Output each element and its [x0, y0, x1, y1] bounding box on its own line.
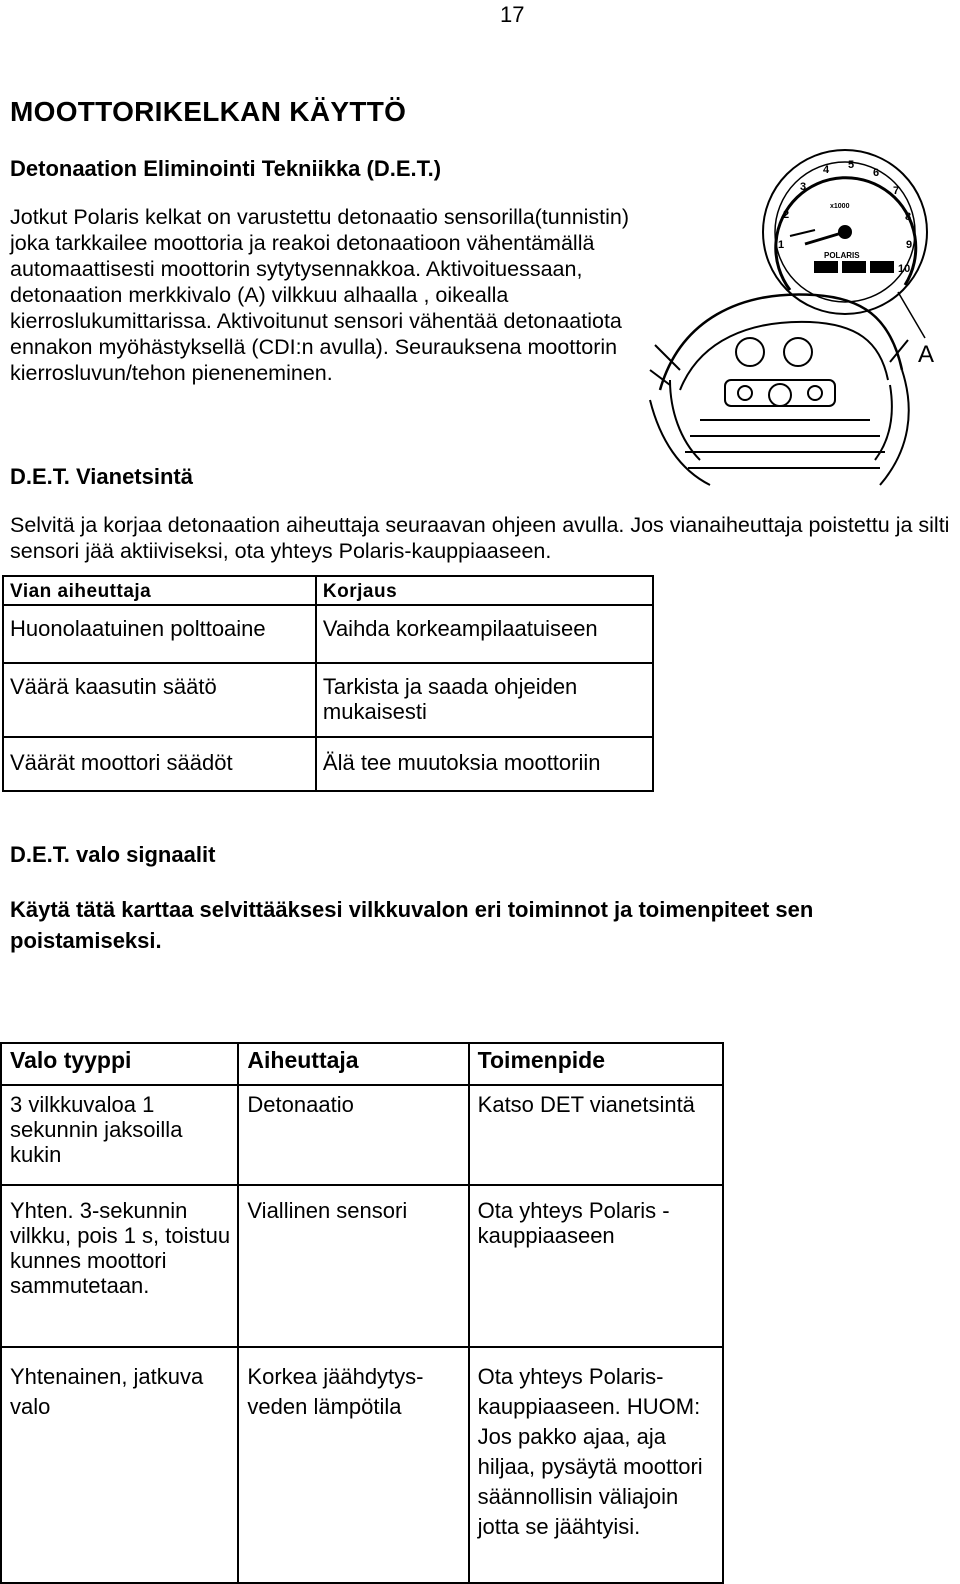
svg-text:8: 8: [905, 211, 912, 223]
table-cell: Viallinen sensori: [238, 1185, 468, 1347]
table-cell: Detonaatio: [238, 1085, 468, 1185]
table-cell: Vaihda korkeampilaatuiseen: [316, 605, 653, 663]
det-signals-heading: D.E.T. valo signaalit: [10, 842, 216, 867]
table-row: [1, 1185, 723, 1347]
table-header-row: [3, 576, 653, 605]
svg-text:7: 7: [893, 185, 900, 197]
table-cell: Ota yhteys Polaris-kauppiaaseen. HUOM: Jos pakko ajaa, aja hiljaa, pysäytä moottori säännollisin väliajoin jotta se jäähtyisi.: [469, 1347, 723, 1583]
table-row: [3, 663, 653, 737]
table-cell: Huonolaatuinen polttoaine: [3, 605, 316, 663]
table-row: [3, 737, 653, 791]
svg-text:9: 9: [906, 239, 913, 251]
table-header-cell: Valo tyyppi: [1, 1043, 238, 1085]
table-cell: Tarkista ja saada ohjeiden mukaisesti: [316, 663, 653, 737]
table-cell: Yhtenainen, jatkuva valo: [1, 1347, 238, 1583]
table-cell: Korkea jäähdytys-veden lämpötila: [238, 1347, 468, 1583]
svg-text:2: 2: [783, 209, 790, 221]
svg-text:POLARIS: POLARIS: [824, 251, 860, 260]
svg-text:6: 6: [873, 167, 880, 179]
table-cell: Katso DET vianetsintä: [469, 1085, 723, 1185]
svg-text:x1000: x1000: [830, 203, 850, 210]
troubleshooting-table: [2, 575, 654, 792]
table-cell: Väärät moottori säädöt: [3, 737, 316, 791]
figure-label-a: A: [918, 341, 935, 368]
page-number: 17: [500, 2, 525, 27]
vianetsinta-paragraph: Selvitä ja korjaa detonaation aiheuttaja seuraavan ohjeen avulla. Jos vianaiheuttaja poistettu ja silti sensori jää aktiiviseksi, ota yhteys Polaris-kauppiaaseen.: [10, 513, 950, 563]
page-title: MOOTTORIKELKAN KÄYTTÖ: [10, 96, 407, 127]
intro-paragraph: Jotkut Polaris kelkat on varustettu detonaatio sensorilla(tunnistin) joka tarkkailee moottoria ja reakoi detonaatioon vähentämällä automaattisesti moottorin sytytysennakkoa. Aktivoituessaan, detonaation merkkivalo (A) vilkkuu alhaalla , oikealla kierroslukumittarissa. Aktivoitunut sensori vähentää detonaatiota ennakon myöhästyksellä (CDI:n avulla). Seurauksena moottorin kierrosluvun/tehon pieneneminen.: [10, 205, 630, 385]
table-row: [1, 1085, 723, 1185]
svg-text:3: 3: [800, 181, 807, 193]
table-header-cell: Vian aiheuttaja: [3, 576, 316, 605]
table-cell: Älä tee muutoksia moottoriin: [316, 737, 653, 791]
svg-text:10: 10: [898, 263, 911, 275]
table-header-row: [1, 1043, 723, 1085]
det-section-heading: Detonaation Eliminointi Tekniikka (D.E.T.): [10, 156, 442, 181]
signal-table: [0, 1042, 724, 1584]
table-cell: Yhten. 3-sekunnin vilkku, pois 1 s, toistuu kunnes moottori sammutetaan.: [1, 1185, 238, 1347]
table-cell: Ota yhteys Polaris -kauppiaaseen: [469, 1185, 723, 1347]
vianetsinta-heading: D.E.T. Vianetsintä: [10, 464, 193, 489]
table-header-cell: Aiheuttaja: [238, 1043, 468, 1085]
table-row: [3, 605, 653, 663]
table-header-cell: Korjaus: [316, 576, 653, 605]
pointer-line: [898, 292, 925, 338]
table-row: [1, 1347, 723, 1583]
svg-text:4: 4: [823, 164, 830, 176]
table-header-cell: Toimenpide: [469, 1043, 723, 1085]
dashboard-illustration: [640, 140, 950, 490]
chart-intro: Käytä tätä karttaa selvittääksesi vilkkuvalon eri toiminnot ja toimenpiteet sen poistamiseksi.: [10, 897, 814, 953]
svg-text:5: 5: [848, 159, 855, 171]
table-cell: 3 vilkkuvaloa 1 sekunnin jaksoilla kukin: [1, 1085, 238, 1185]
svg-text:1: 1: [778, 239, 785, 251]
table-cell: Väärä kaasutin säätö: [3, 663, 316, 737]
